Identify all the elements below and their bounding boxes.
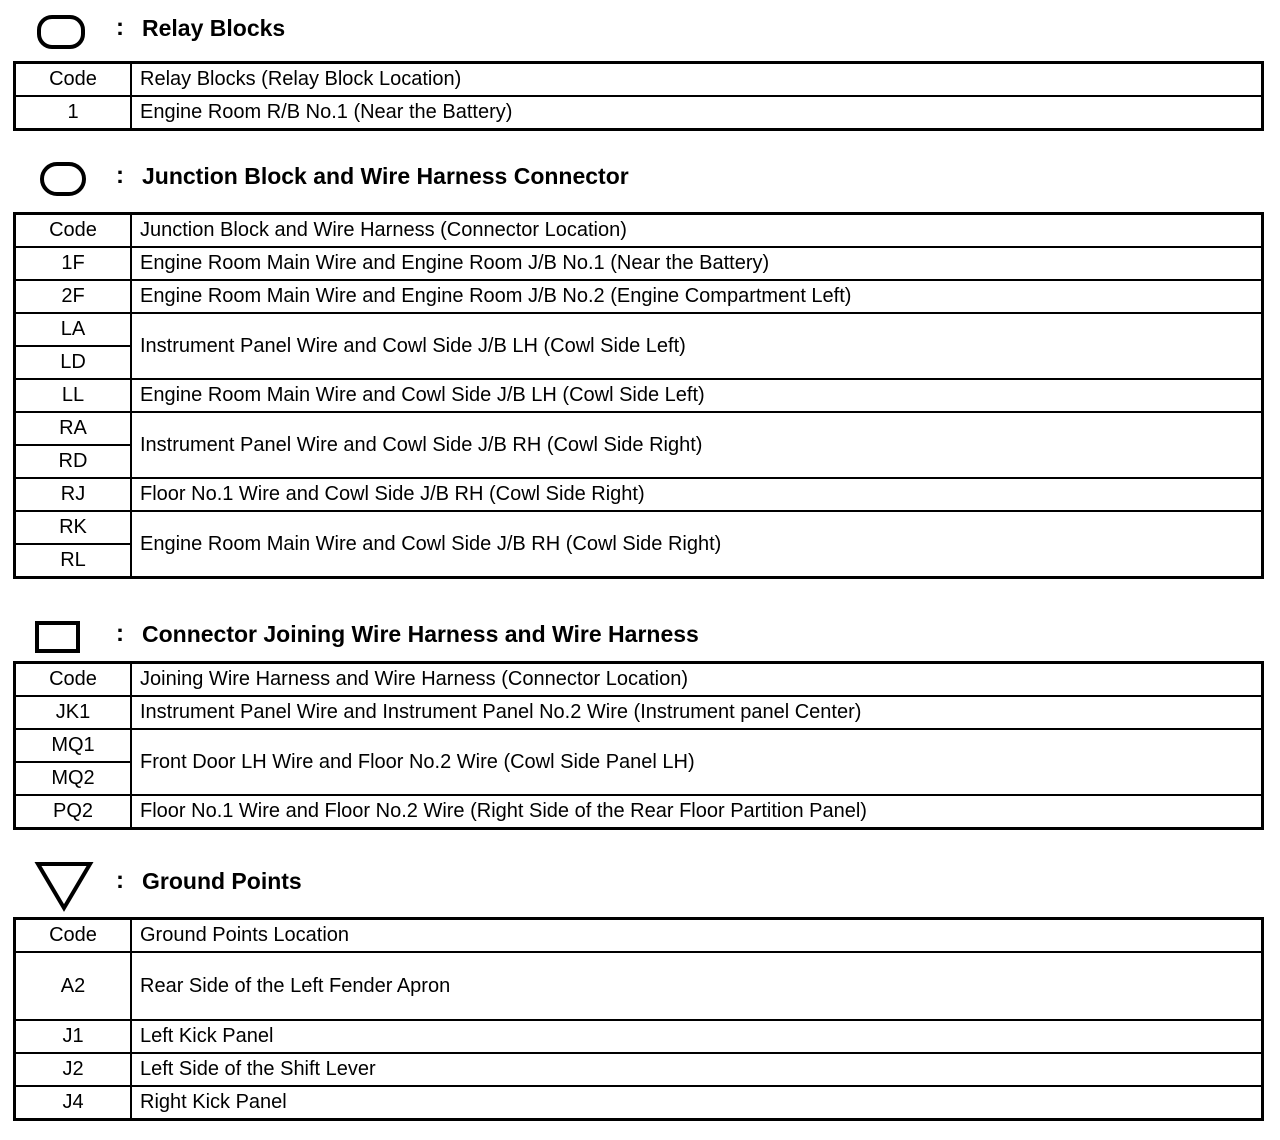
heading-colon: : <box>116 14 124 41</box>
junction-block-table <box>13 212 1264 579</box>
code-cell: MQ1 <box>15 729 132 762</box>
location-header: Ground Points Location <box>131 919 1263 953</box>
code-cell: 1F <box>15 247 132 280</box>
location-cell: Engine Room R/B No.1 (Near the Battery) <box>131 96 1263 130</box>
location-cell: Engine Room Main Wire and Cowl Side J/B RH (Cowl Side Right) <box>131 511 1263 578</box>
location-cell: Left Kick Panel <box>131 1020 1263 1053</box>
code-header: Code <box>15 919 132 953</box>
table-row <box>15 313 1263 346</box>
table-header-row <box>15 214 1263 248</box>
code-cell: RK <box>15 511 132 544</box>
table-row <box>15 511 1263 544</box>
connector-joining-table <box>13 661 1264 830</box>
section-title: Connector Joining Wire Harness and Wire Harness <box>142 621 699 647</box>
table-row <box>15 952 1263 1020</box>
code-cell: LD <box>15 346 132 379</box>
section-heading-relay-blocks <box>0 10 1280 50</box>
code-cell: JK1 <box>15 696 132 729</box>
location-cell: Right Kick Panel <box>131 1086 1263 1120</box>
table-row <box>15 478 1263 511</box>
code-header: Code <box>15 663 132 697</box>
table-header-row <box>15 63 1263 97</box>
table-row <box>15 795 1263 829</box>
location-cell: Instrument Panel Wire and Instrument Panel No.2 Wire (Instrument panel Center) <box>131 696 1263 729</box>
code-cell: LL <box>15 379 132 412</box>
heading-colon: : <box>116 867 124 894</box>
code-cell: RD <box>15 445 132 478</box>
code-cell: RJ <box>15 478 132 511</box>
location-cell: Floor No.1 Wire and Floor No.2 Wire (Right Side of the Rear Floor Partition Panel) <box>131 795 1263 829</box>
code-cell: MQ2 <box>15 762 132 795</box>
code-cell: RL <box>15 544 132 578</box>
table-row <box>15 1053 1263 1086</box>
table-row <box>15 1086 1263 1120</box>
code-cell: PQ2 <box>15 795 132 829</box>
location-cell: Instrument Panel Wire and Cowl Side J/B LH (Cowl Side Left) <box>131 313 1263 379</box>
section-title: Ground Points <box>142 868 302 894</box>
code-cell: 2F <box>15 280 132 313</box>
table-header-row <box>15 919 1263 953</box>
location-cell: Rear Side of the Left Fender Apron <box>131 952 1263 1020</box>
code-cell: A2 <box>15 952 132 1020</box>
table-row <box>15 96 1263 130</box>
table-row <box>15 412 1263 445</box>
section-title: Relay Blocks <box>142 15 286 41</box>
table-row <box>15 729 1263 762</box>
section-heading-ground-points <box>0 860 1280 912</box>
code-cell: J4 <box>15 1086 132 1120</box>
code-cell: J2 <box>15 1053 132 1086</box>
section-heading-junction-block <box>0 158 1280 198</box>
rounded-rect-icon <box>36 14 86 50</box>
oval-icon <box>38 160 88 198</box>
table-row <box>15 1020 1263 1053</box>
code-cell: 1 <box>15 96 132 130</box>
heading-colon: : <box>116 620 124 647</box>
section-heading-connector-joining <box>0 616 1280 656</box>
location-cell: Engine Room Main Wire and Cowl Side J/B LH (Cowl Side Left) <box>131 379 1263 412</box>
table-header-row <box>15 663 1263 697</box>
table-row <box>15 247 1263 280</box>
location-header: Joining Wire Harness and Wire Harness (Connector Location) <box>131 663 1263 697</box>
location-cell: Left Side of the Shift Lever <box>131 1053 1263 1086</box>
relay-blocks-table <box>13 61 1264 131</box>
section-title: Junction Block and Wire Harness Connector <box>142 163 629 189</box>
location-cell: Engine Room Main Wire and Engine Room J/B No.1 (Near the Battery) <box>131 247 1263 280</box>
code-cell: RA <box>15 412 132 445</box>
table-row <box>15 379 1263 412</box>
table-row <box>15 696 1263 729</box>
location-cell: Floor No.1 Wire and Cowl Side J/B RH (Cowl Side Right) <box>131 478 1263 511</box>
code-header: Code <box>15 214 132 248</box>
code-header: Code <box>15 63 132 97</box>
location-header: Junction Block and Wire Harness (Connector Location) <box>131 214 1263 248</box>
location-cell: Engine Room Main Wire and Engine Room J/B No.2 (Engine Compartment Left) <box>131 280 1263 313</box>
location-cell: Instrument Panel Wire and Cowl Side J/B RH (Cowl Side Right) <box>131 412 1263 478</box>
ground-triangle-icon <box>34 860 94 912</box>
code-cell: J1 <box>15 1020 132 1053</box>
heading-colon: : <box>116 162 124 189</box>
ground-points-table <box>13 917 1264 1121</box>
location-header: Relay Blocks (Relay Block Location) <box>131 63 1263 97</box>
square-icon <box>34 620 82 654</box>
table-row <box>15 280 1263 313</box>
location-cell: Front Door LH Wire and Floor No.2 Wire (Cowl Side Panel LH) <box>131 729 1263 795</box>
code-cell: LA <box>15 313 132 346</box>
